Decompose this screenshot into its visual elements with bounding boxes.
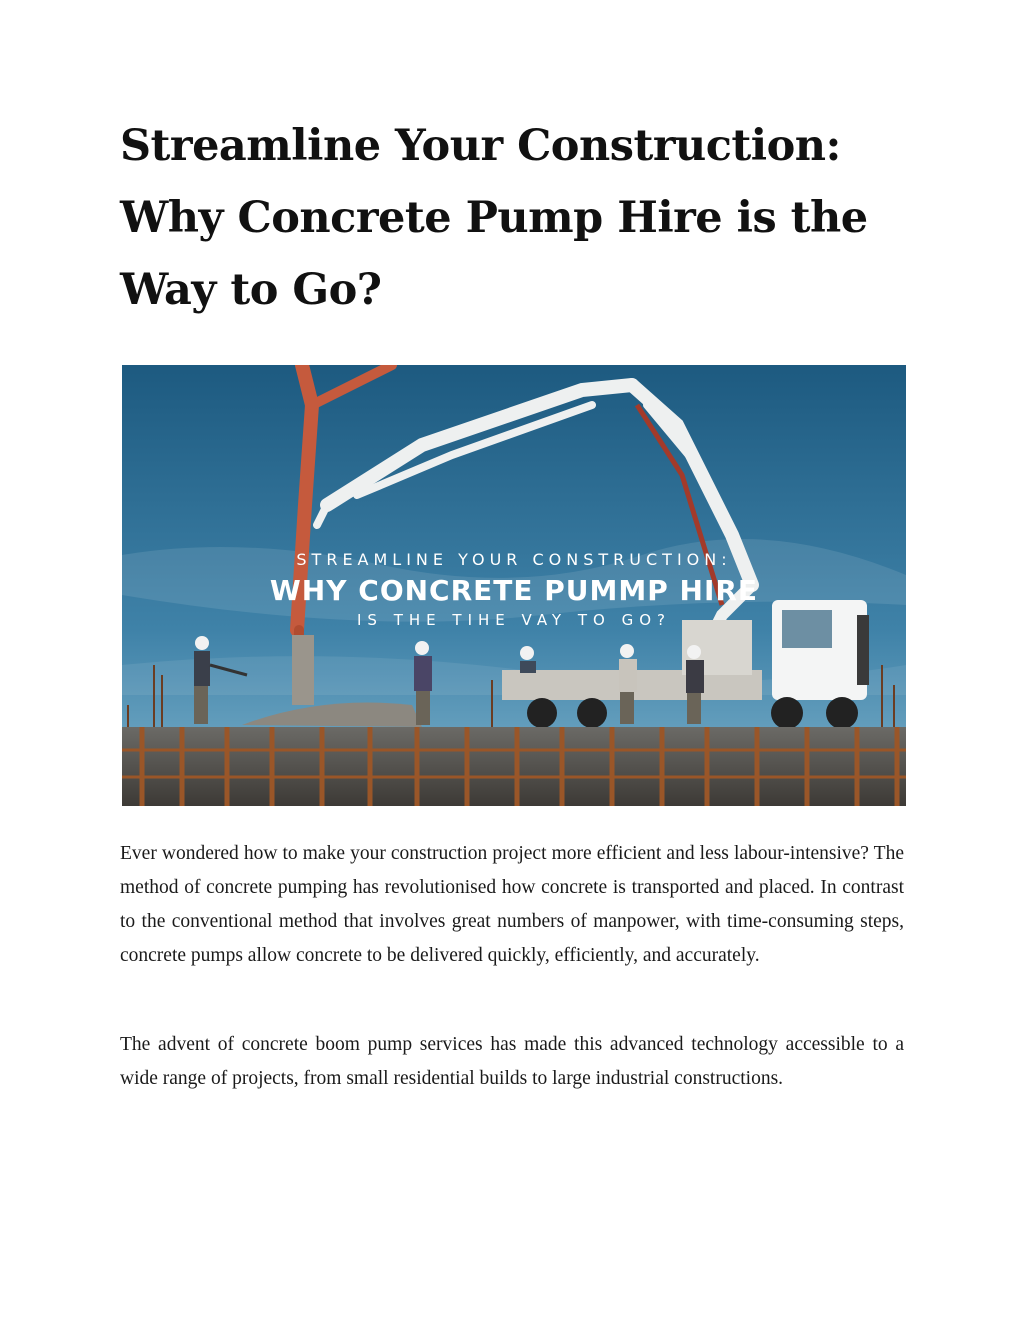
boom-pump-paragraph: The advent of concrete boom pump services has made this advanced technology accessible to a wide range of projects, from small residential builds to large industrial constructions. — [120, 1034, 904, 1089]
concrete-pour — [292, 635, 314, 705]
overlay-line-2: WHY CONCRETE PUMMP HIRE — [269, 574, 759, 607]
intro-paragraph: Ever wondered how to make your construction project more efficient and less labour-intensive? The method of concrete pumping has revolutionised how concrete is transported and placed. In contrast to the conventional method that involves great numbers of manpower, with time-consuming steps, concrete pumps allow concrete to be delivered quickly, efficiently, and accurately. — [120, 843, 904, 966]
overlay-line-3: IS THE TIHE VAY TO GO? — [357, 611, 671, 629]
title-line-1: Streamline Your Construction: — [120, 121, 841, 171]
formwork — [122, 727, 906, 806]
title-line-2: Why Concrete Pump Hire is the — [120, 193, 868, 243]
hero-image — [122, 365, 906, 806]
title-line-3: Way to Go? — [120, 265, 382, 315]
overlay-line-1: STREAMLINE YOUR CONSTRUCTION: — [296, 550, 732, 569]
hero-illustration — [122, 365, 906, 806]
page-title — [120, 110, 920, 326]
